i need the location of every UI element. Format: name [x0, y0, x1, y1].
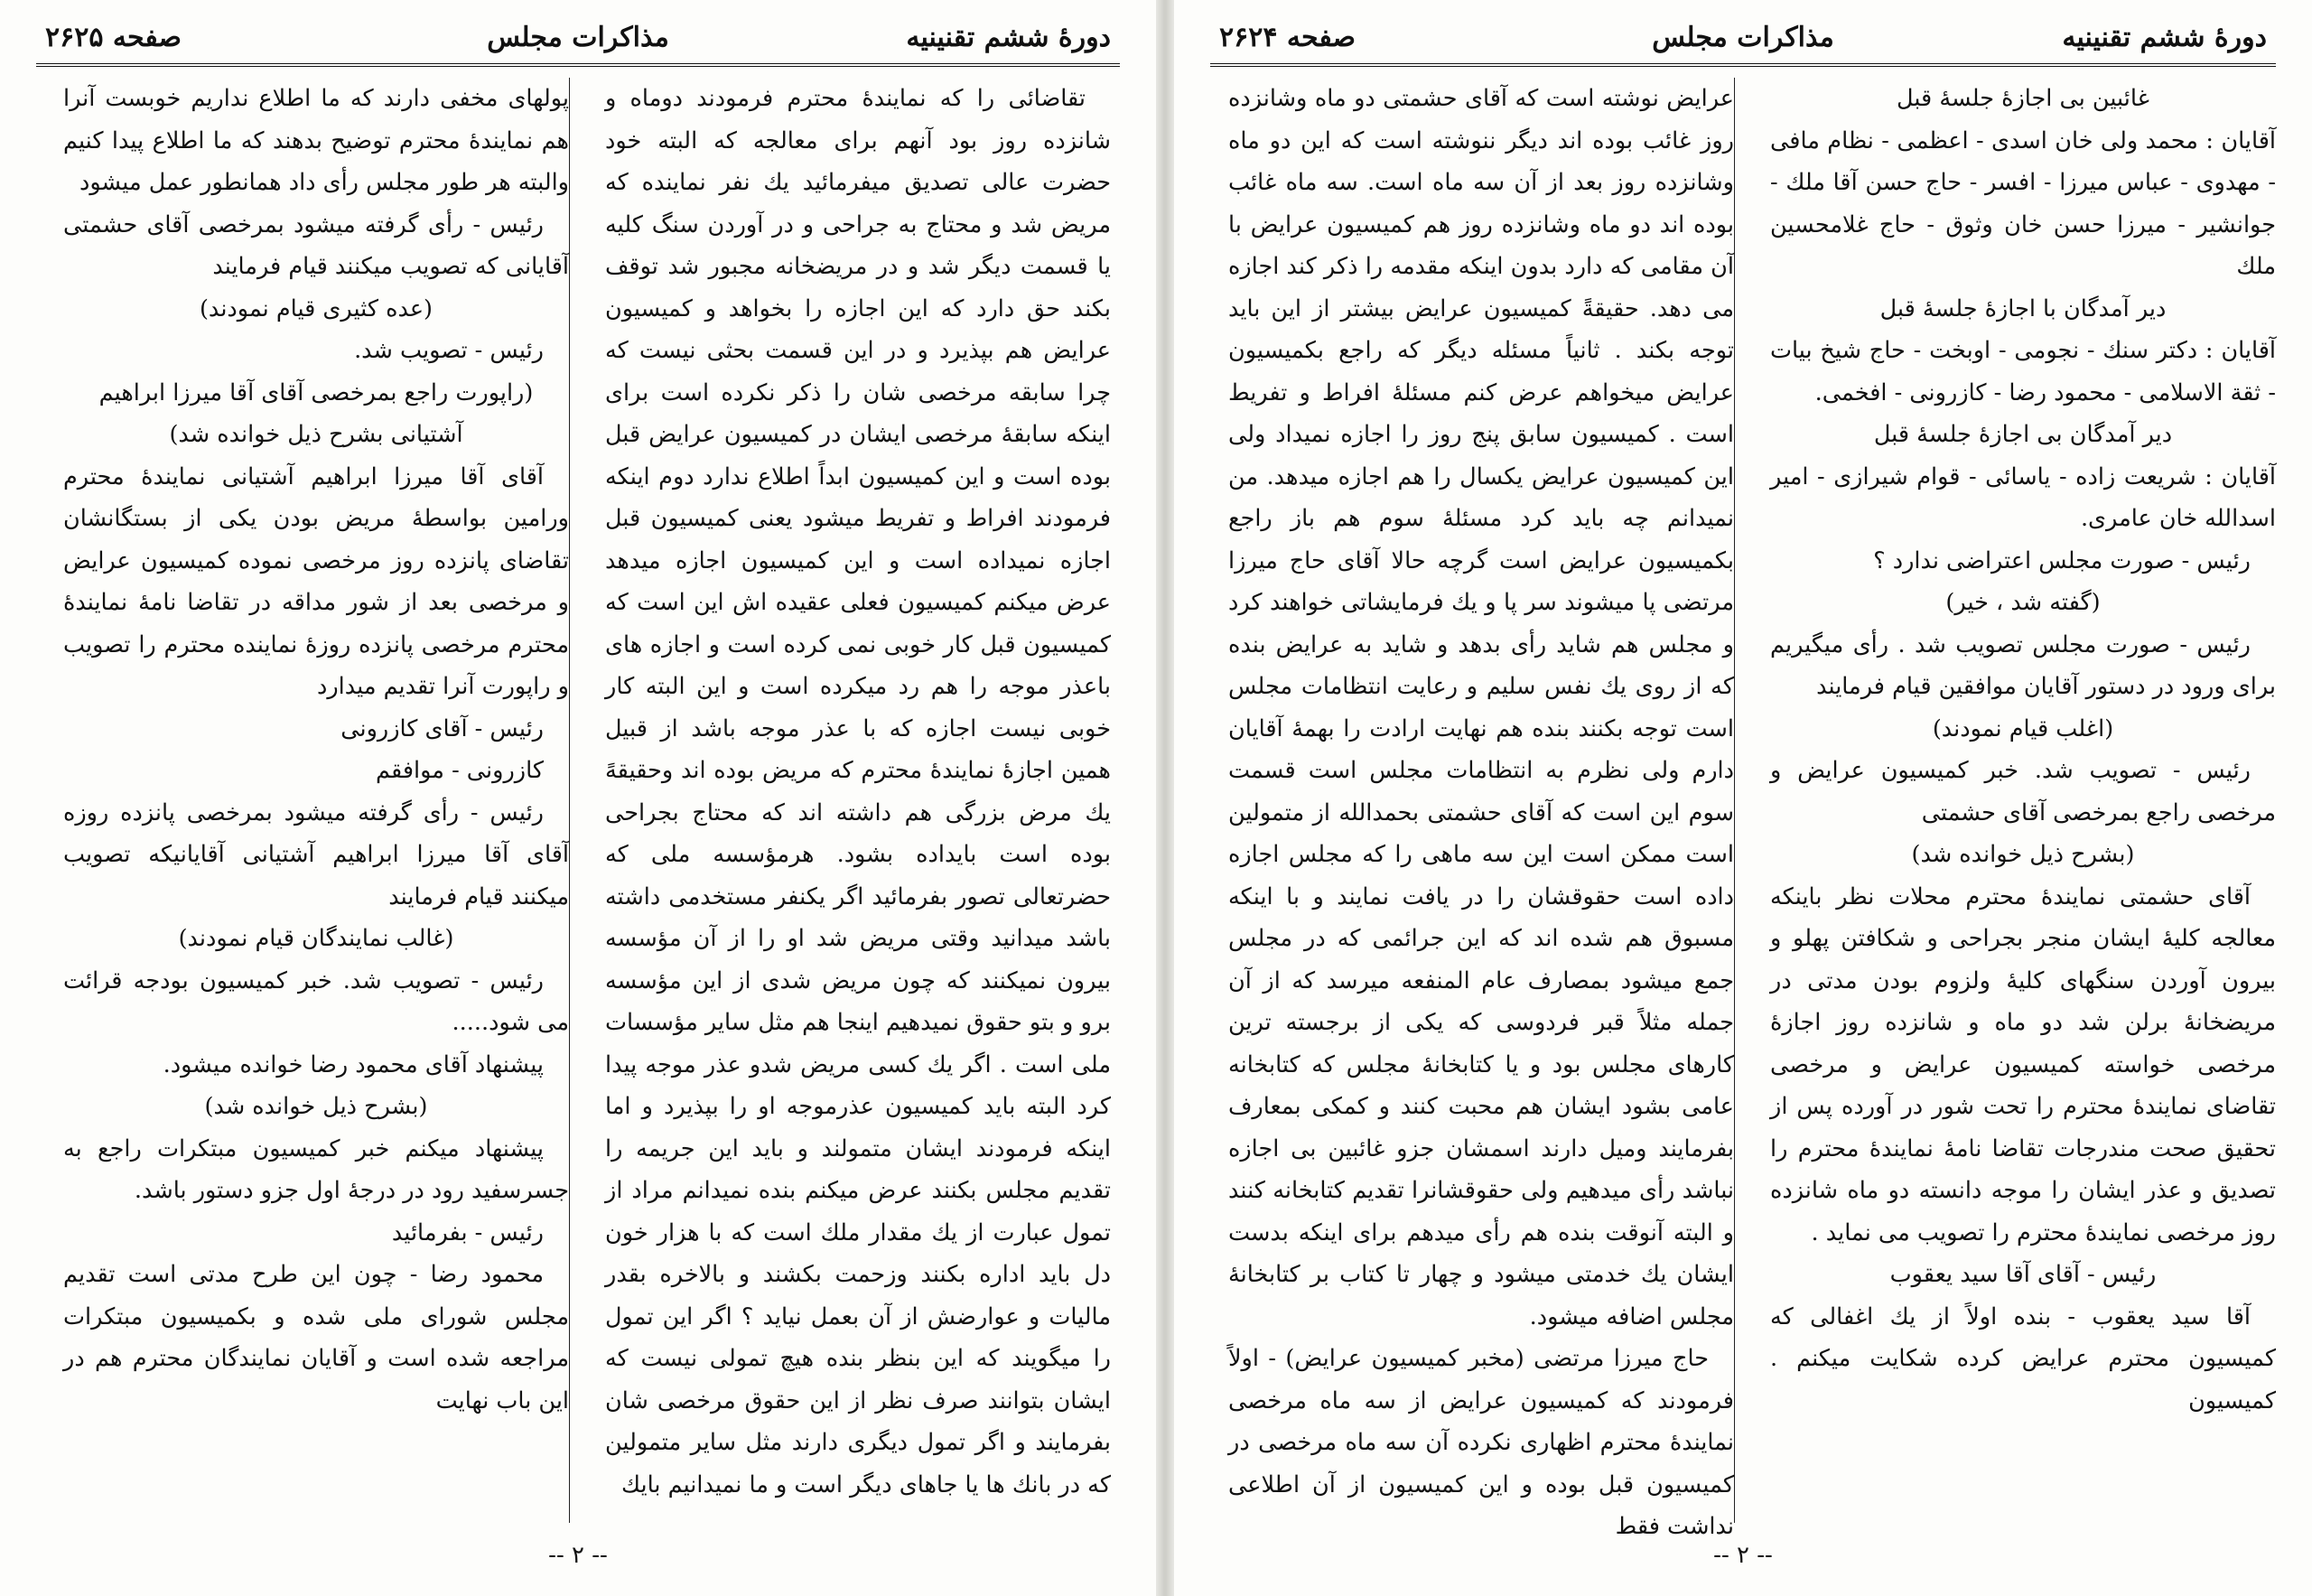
paragraph: آقای حشمتی نمایندهٔ محترم محلات نظر باینکه معالجه کلیهٔ ایشان منجر بجراحی و شکافتن پهلو و بیرون آوردن سنگهای کلیهٔ ولزوم بودن مدتی در مریضخانهٔ برلن شد دو ماه و شانزده روز اجازهٔ مرخصی خواسته کمیسیون عرایض و مرخصی تقاضای نمایندهٔ محترم را تحت شور در آورده پس از تحقیق صحت مندرجات تقاضا نامهٔ نمایندهٔ محترم را تصدیق و عذر ایشان را موجه دانسته دو ماه شانزده روز مرخصی نمایندهٔ محترم را تصویب می نماید . — [1770, 882, 2276, 1246]
right-page — [1174, 0, 2312, 1596]
paragraph: (راپورت راجع بمرخصی آقای آقا میرزا ابراهیم آشتیانی بشرح ذیل خوانده شد) — [98, 378, 534, 448]
column-divider — [1734, 78, 1735, 1523]
section-heading: غائبین بی اجازهٔ جلسهٔ قبل — [1897, 85, 2149, 112]
paragraph: آقایان : دکتر سنك - نجومی - اوبخت - حاج شیخ بیات - ثقة الاسلامی - محمود رضا - کازرونی - افخمی. — [1770, 337, 2276, 406]
paragraph: رئیس - صورت مجلس اعتراضی ندارد ؟ — [1873, 546, 2251, 574]
paragraph: آقایان : محمد ولی خان اسدی - اعظمی - نظام مافی - مهدوی - عباس میرزا - افسر - حاج حسن آقا ملك - جوانشیر - میرزا حسن خان وثوق - حاج غلامحسین ملك — [1770, 126, 2276, 280]
page-number: صفحه ۲۶۲۵ — [45, 22, 182, 53]
paragraph: (عده کثیری قیام نمودند) — [199, 294, 434, 322]
paragraph: (اغلب قیام نمودند) — [1932, 714, 2114, 742]
journal-title: مذاکرات مجلس — [487, 22, 669, 53]
right-page-column-right — [1770, 78, 2276, 1514]
left-page-column-right — [605, 78, 1111, 1514]
paragraph: تقاضائی را که نمایندهٔ محترم فرمودند دوماه و شانزده روز بود آنهم برای معالجه که البته خود حضرت عالی تصدیق میفرمائید یك نفر نماینده که مریض شد و محتاج به جراحی و در آوردن سنگ کلیه یا قسمت دیگر شد و در مریضخانه مجبور شد توقف بکند حق دارد که این اجازه را بخواهد و کمیسیون عرایض هم بپذیرد و در این قسمت بحثی نیست که چرا سابقه مرخصی شان را ذکر نکرده است برای اینکه سابقهٔ مرخصی ایشان در کمیسیون عرایض قبل بوده است و این کمیسیون ابداً اطلاع ندارد دوم اینکه فرمودند افراط و تفریط میشود یعنی کمیسیون قبل اجازه نمیداده است و این کمیسیون اجازه میدهد عرض میکنم کمیسیون فعلی عقیده اش این است که کمیسیون قبل کار خوبی نمی کرده است و اجازه های باعذر موجه را هم رد میکرده است و این البته کار خوبی نیست اجازه که با عذر موجه باشد از قبیل همین اجازهٔ نمایندهٔ محترم که مریض بوده اند وحقیقهً یك مرض بزرگی هم داشته اند که محتاج بجراحی بوده است بایداده بشود. هرمؤسسه ملی که حضرتعالی تصور بفرمائید اگر یکنفر مستخدمی داشته باشد میدانید وقتی مریض شد او را از آن مؤسسه بیرون نمیکنند که چون مریض شدی از این مؤسسه برو و بتو حقوق نمیدهیم اینجا هم مثل سایر مؤسسات ملی است . اگر یك کسی مریض شدو عذر موجه پیدا کرد البته باید کمیسیون عذرموجه او را بپذیرد و اما اینکه فرمودند ایشان متمولند و باید این جریمه را تقدیم مجلس بکنند عرض میکنم بنده نمیدانم مراد از تمول عبارت از یك مقدار ملك است که با هزار خون دل باید اداره بکنند وزحمت بکشند و بالاخره بقدر مالیات و عوارضش از آن بعمل نیاید ؟ اگر این تمول را میگویند که این بنظر بنده هیچ تمولی نیست که ایشان بتوانند صرف نظر از این حقوق مرخصی شان بفرمایند و اگر تمول دیگری دارند مثل سایر متمولین که در بانك ها یا جاهای دیگر است و ما نمیدانیم بایك — [605, 85, 1111, 1498]
session-label: دورهٔ ششم تقنینیه — [906, 22, 1111, 53]
paragraph: (غالب نمایندگان قیام نمودند) — [178, 925, 454, 952]
column-divider — [569, 78, 570, 1523]
section-heading: دیر آمدگان بی اجازهٔ جلسهٔ قبل — [1873, 421, 2173, 448]
paragraph: رئیس - بفرمائید — [391, 1218, 544, 1246]
paragraph: آقایان : شریعت زاده - یاسائی - قوام شیرازی - امیر اسدالله خان عامری. — [1770, 462, 2276, 532]
journal-title: مذاکرات مجلس — [1652, 22, 1834, 53]
right-page-column-left — [1228, 78, 1734, 1540]
paragraph: رئیس - صورت مجلس تصویب شد . رأی میگیریم برای ورود در دستور آقایان موافقین قیام فرمایند — [1770, 630, 2276, 700]
paragraph: حاج میرزا مرتضی (مخبر کمیسیون عرایض) - اولاً فرمودند که کمیسیون عرایض از سه ماه مرخصی نمایندهٔ محترم اظهاری نکرده آن سه ماه مرخصی در کمیسیون قبل بوده و این کمیسیون از آن اطلاعی نداشت فقط — [1228, 1345, 1734, 1540]
paragraph: آقای آقا میرزا ابراهیم آشتیانی نمایندهٔ محترم ورامین بواسطهٔ مریض بودن یکی از بستگانشان تقاضای پانزده روز مرخصی نموده کمیسیون عرایض و مرخصی بعد از شور مداقه در تقاضا نامهٔ نمایندهٔ محترم مرخصی پانزده روزهٔ نماینده محترم را تصویب و راپورت آنرا تقدیم میدارد — [63, 462, 569, 700]
paragraph: آقا سید یعقوب - بنده اولاً از یك اغفالی که کمیسیون محترم عرایض کرده شکایت میکنم . کمیسیون — [1770, 1302, 2276, 1414]
paragraph: (بشرح ذیل خوانده شد) — [1911, 841, 2135, 868]
paragraph: رئیس - آقای کازرونی — [340, 714, 544, 742]
page-footer: -- ۲ -- — [1713, 1542, 1773, 1569]
paragraph: محمود رضا - چون این طرح مدتی است تقدیم مجلس شورای ملی شده و بکمیسیون مبتکرات مراجعه شده است و آقایان نمایندگان محترم هم در این باب نهایت — [63, 1261, 569, 1414]
left-page-column-left — [63, 78, 569, 1514]
paragraph: رئیس - تصویب شد. — [354, 337, 544, 364]
left-page-header — [36, 16, 1120, 67]
paragraph: پیشنهاد آقای محمود رضا خوانده میشود. — [163, 1050, 544, 1078]
paragraph: عرایض نوشته است که آقای حشمتی دو ماه وشانزده روز غائب بوده اند دیگر ننوشته است که این دو ماه وشانزده روز بعد از آن سه ماه است. سه ماه غائب بوده اند دو ماه وشانزده روز هم کمیسیون عرایض با آن مقامی که دارد بدون اینکه مقدمه را ذکر کند اجازه می دهد. حقیقةً کمیسیون عرایض بیشتر از این باید توجه بکند . ثانیاً مسئله دیگر که راجع بکمیسیون عرایض میخواهم عرض کنم مسئلهٔ افراط و تفریط است . کمیسیون سابق پنج روز را اجازه نمیداد ولی این کمیسیون عرایض یکسال را هم اجازه میدهد. من نمیدانم چه باید کرد مسئلهٔ سوم هم باز راجع بکمیسیون عرایض است گرچه حالا آقای حاج میرزا مرتضی پا میشوند سر پا و یك فرمایشاتی خواهند کرد و مجلس هم شاید رأی بدهد و شاید به عرایض بنده که از روی یك نفس سلیم و رعایت انتظامات مجلس است توجه بکنند بنده هم نهایت ارادت را بهمهٔ آقایان دارم ولی نظرم به انتظامات مجلس است قسمت سوم این است که آقای حشمتی بحمدالله از متمولین است ممکن است این سه ماهی را که مجلس اجازه داده است حقوقشان را در یافت نمایند و با اینکه مسبوق هم شده اند که این جرائمی که در مجلس جمع میشود بمصارف عام المنفعه میرسد که از آن جمله مثلاً قبر فردوسی که یکی از برجسته ترین کارهای مجلس بود و یا کتابخانهٔ مجلس که کتابخانه عامی بشود ایشان هم محبت کنند و کمکی بمعارف بفرمایند ومیل دارند اسمشان جزو غائبین بی اجازه نباشد رأی میدهیم ولی حقوقشانرا تقدیم کتابخانه کنند و البته آنوقت بنده هم رأی میدهم برای اینکه بدست ایشان یك خدمتی میشود و چهار تا کتاب بر کتابخانهٔ مجلس اضافه میشود. — [1228, 85, 1734, 1330]
paragraph: پولهای مخفی دارند که ما اطلاع نداریم خوبست آنرا هم نمایندهٔ محترم توضیح بدهند که ما اطلاع پیدا کنیم والبته هر طور مجلس رأی داد همانطور عمل میشود — [63, 85, 569, 196]
page-number: صفحه ۲۶۲۴ — [1219, 22, 1356, 53]
session-label: دورهٔ ششم تقنینیه — [2062, 22, 2267, 53]
section-heading: دیر آمدگان با اجازهٔ جلسهٔ قبل — [1879, 294, 2167, 322]
paragraph: رئیس - تصویب شد. خبر کمیسیون عرایض و مرخصی راجع بمرخصی آقای حشمتی — [1770, 757, 2276, 826]
book-gutter — [1156, 0, 1174, 1596]
paragraph: پیشنهاد میکنم خبر کمیسیون مبتکرات راجع به جسرسفید رود در درجهٔ اول جزو دستور باشد. — [63, 1134, 569, 1204]
paragraph: کازرونی - موافقم — [375, 757, 544, 784]
paragraph: (گفته شد ، خیر) — [1945, 589, 2101, 616]
paragraph: (بشرح ذیل خوانده شد) — [204, 1093, 428, 1120]
paragraph: رئیس - رأی گرفته میشود بمرخصی پانزده روزه آقای آقا میرزا ابراهیم آشتیانی آقایانیکه تصویب میکنند قیام فرمایند — [63, 798, 569, 910]
paragraph: رئیس - آقای آقا سید یعقوب — [1889, 1261, 2157, 1288]
right-page-header — [1210, 16, 2276, 67]
paragraph: رئیس - رأی گرفته میشود بمرخصی آقای حشمتی آقایانی که تصویب میکنند قیام فرمایند — [63, 210, 569, 280]
page-footer: -- ۲ -- — [548, 1542, 608, 1569]
paragraph: رئیس - تصویب شد. خبر کمیسیون بودجه قرائت می شود..... — [63, 966, 569, 1036]
